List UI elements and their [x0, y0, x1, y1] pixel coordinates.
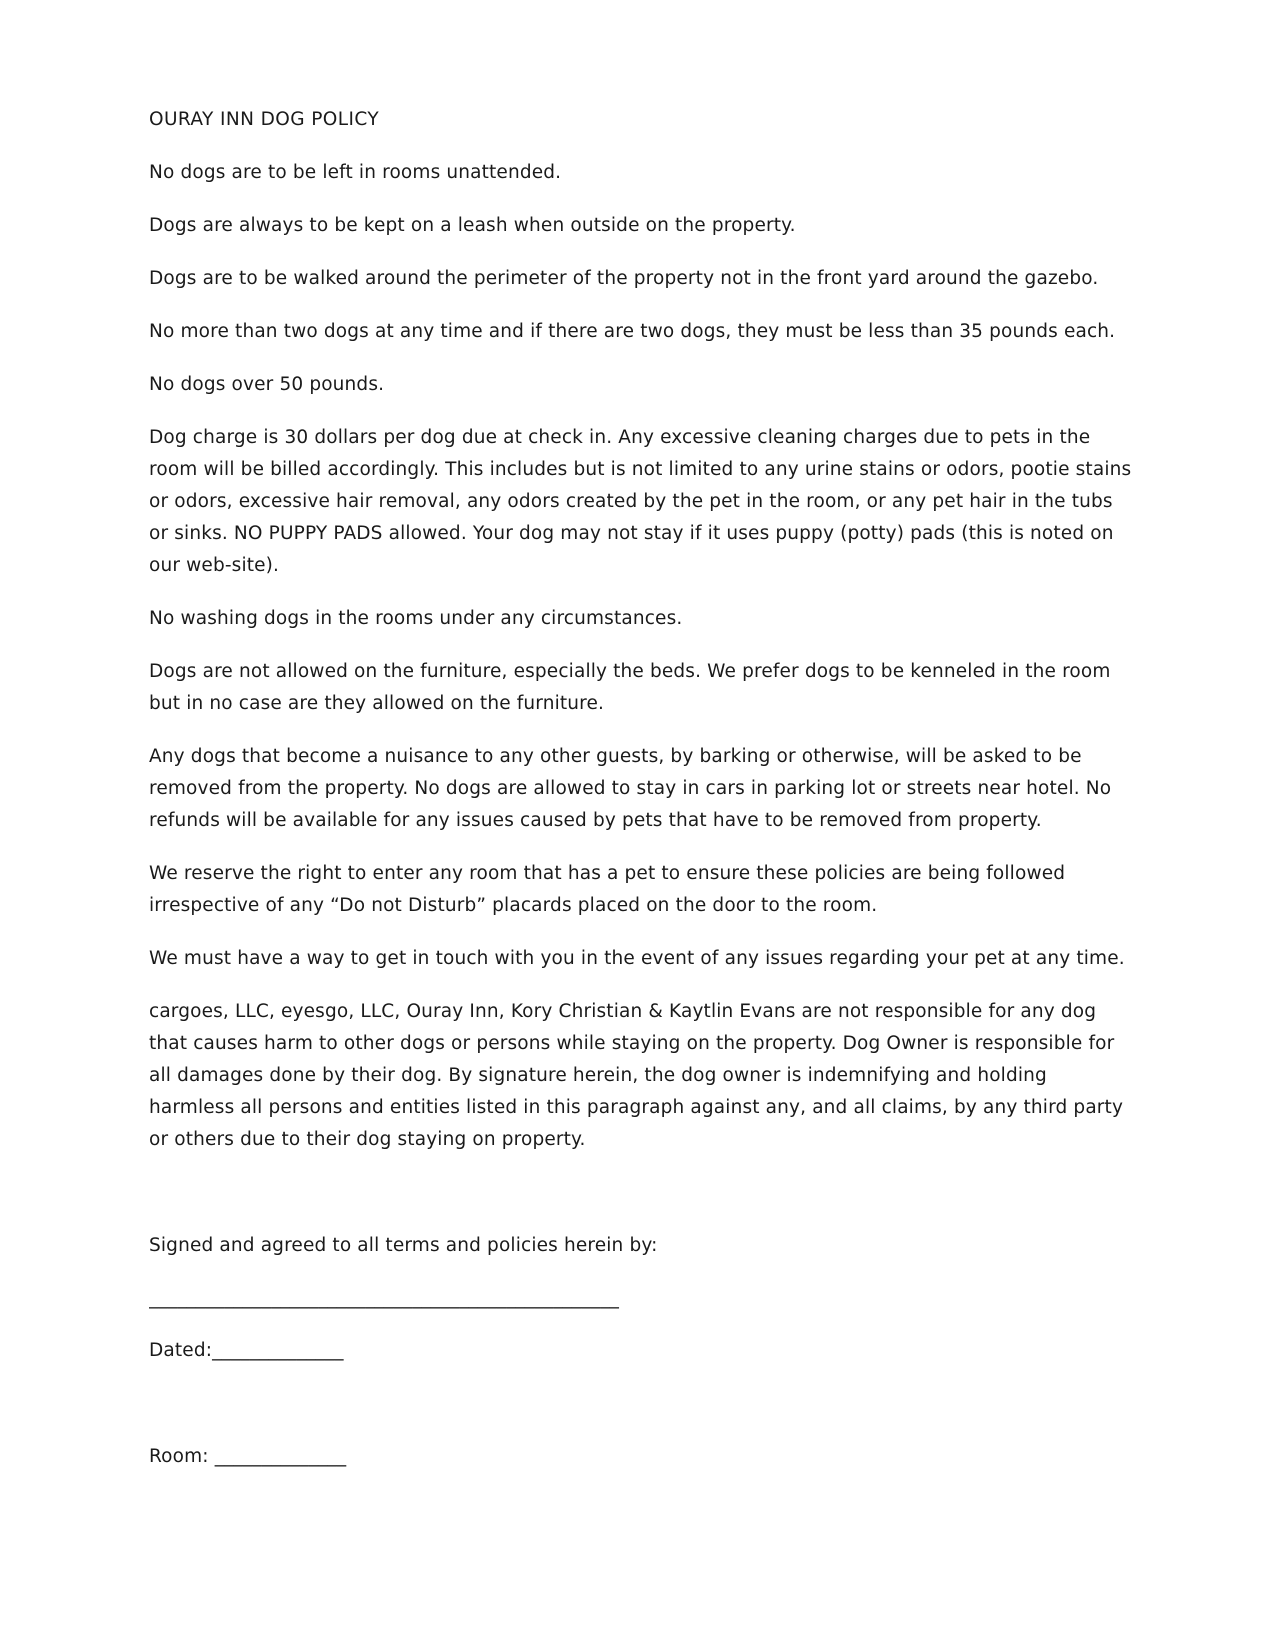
dated-field: Dated:______________ [149, 1340, 344, 1361]
policy-paragraph-walking: Dogs are to be walked around the perimeter of the property not in the front yard around the gazebo. [149, 268, 1099, 289]
document-page [149, 104, 1134, 1473]
policy-paragraph-washing: No washing dogs in the rooms under any circumstances. [149, 608, 683, 629]
room-field: Room: ______________ [149, 1446, 347, 1467]
policy-paragraph-unattended: No dogs are to be left in rooms unattended. [149, 162, 562, 183]
policy-paragraph-weight: No dogs over 50 pounds. [149, 374, 385, 395]
policy-paragraph-contact: We must have a way to get in touch with you in the event of any issues regarding your pet at any time. [149, 948, 1125, 969]
policy-paragraph-leash: Dogs are always to be kept on a leash when outside on the property. [149, 215, 796, 236]
policy-paragraph-nuisance: Any dogs that become a nuisance to any other guests, by barking or otherwise, will be asked to be removed from the property. No dogs are allowed to stay in cars in parking lot or streets near hotel. No refunds will be available for any issues caused by pets that have to be removed from property. [149, 746, 1112, 831]
policy-paragraph-furniture: Dogs are not allowed on the furniture, especially the beds. We prefer dogs to be kenneled in the room but in no case are they allowed on the furniture. [149, 661, 1111, 714]
signature-intro: Signed and agreed to all terms and policies herein by: [149, 1235, 658, 1256]
policy-paragraph-charges: Dog charge is 30 dollars per dog due at check in. Any excessive cleaning charges due to pets in the room will be billed accordingly. This includes but is not limited to any urine stains or odors, pootie stains or odors, excessive hair removal, any odors created by the pet in the room, or any pet hair in the tubs or sinks. NO PUPPY PADS allowed. Your dog may not stay if it uses puppy (potty) pads (this is noted on our web-site). [149, 427, 1132, 576]
policy-paragraph-dog-limit: No more than two dogs at any time and if there are two dogs, they must be less than 35 pounds each. [149, 321, 1116, 342]
policy-paragraph-room-entry: We reserve the right to enter any room that has a pet to ensure these policies are being followed irrespective of any “Do not Disturb” placards placed on the door to the room. [149, 863, 1066, 916]
document-title: OURAY INN DOG POLICY [149, 109, 380, 130]
policy-paragraph-liability: cargoes, LLC, eyesgo, LLC, Ouray Inn, Kory Christian & Kaytlin Evans are not responsible for any dog that causes harm to other dogs or persons while staying on the property. Dog Owner is responsible for all damages done by their dog. By signature herein, the dog owner is indemnifying and holding harmless all persons and entities listed in this paragraph against any, and all claims, by any third party or others due to their dog staying on property. [149, 1001, 1124, 1150]
signature-block [149, 1230, 1134, 1473]
signature-line: __________________________________________________ [149, 1288, 619, 1309]
